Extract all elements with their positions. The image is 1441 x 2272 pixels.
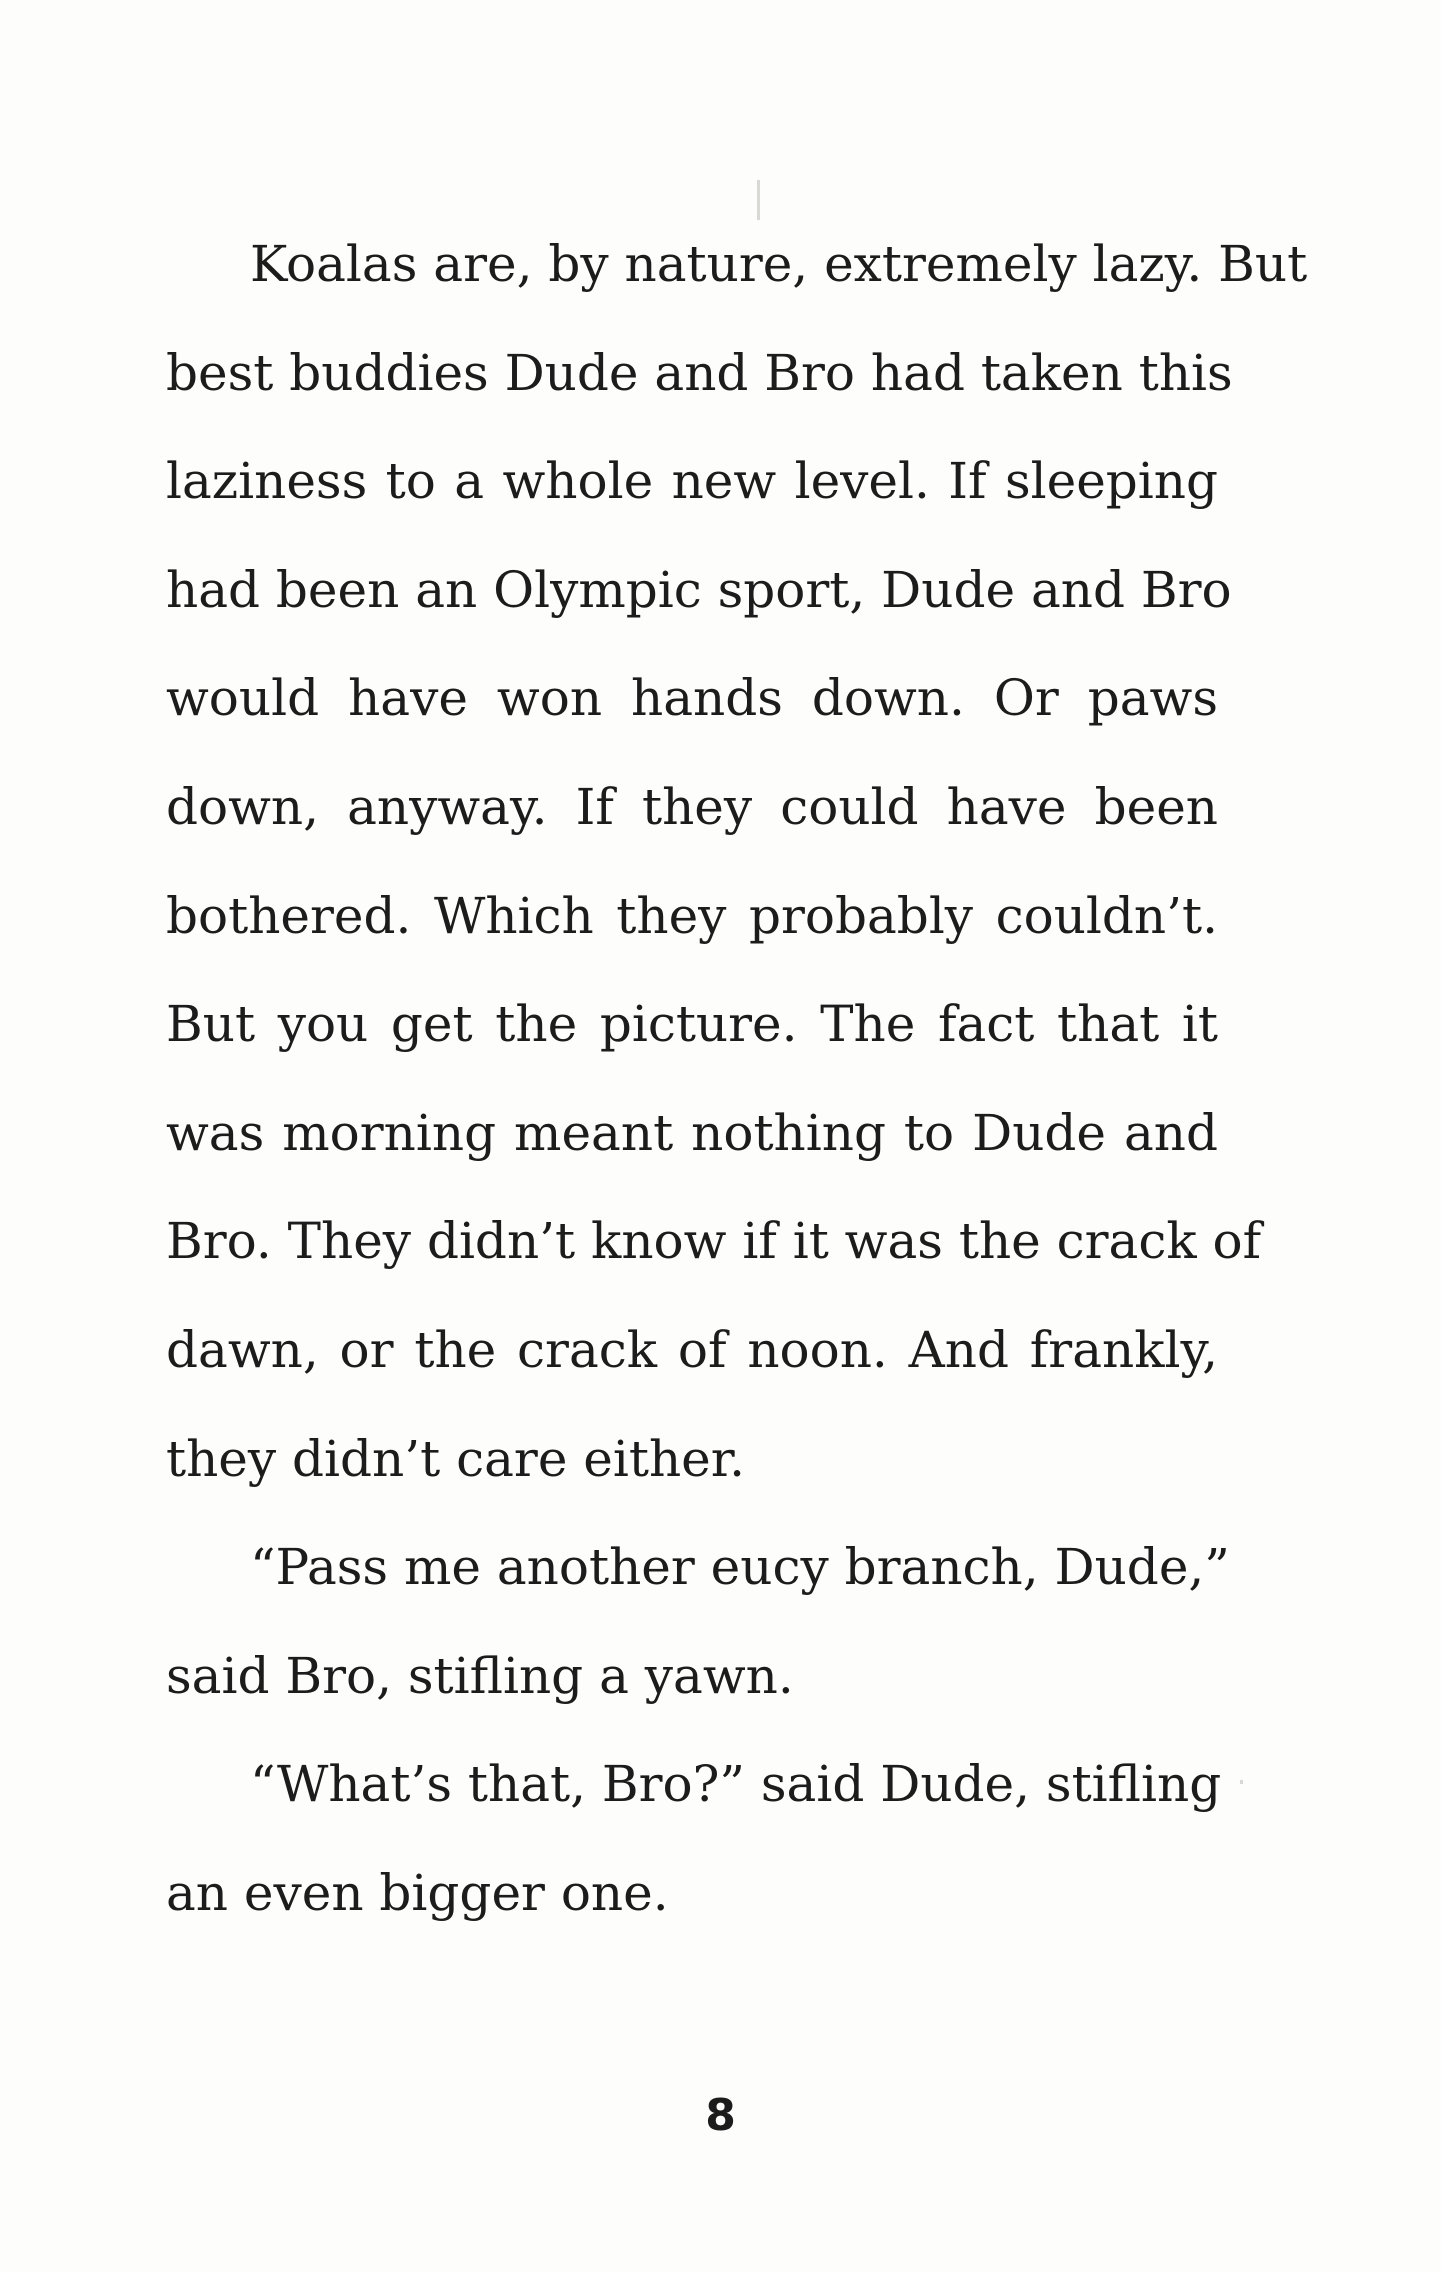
text-line: Koalas are, by nature, extremely lazy. But [250, 235, 1308, 293]
text-line: “What’s that, Bro?” said Dude, stifling [250, 1755, 1222, 1814]
text-line: dawn, or the crack of noon. And frankly, [166, 1320, 1218, 1379]
paragraph-1 [166, 210, 1308, 1513]
text-line: had been an Olympic sport, Dude and Bro [166, 560, 1232, 619]
body-text [166, 210, 1308, 1948]
text-line: Bro. They didn’t know if it was the crack of [166, 1212, 1262, 1271]
text-line: they didn’t care either. [166, 1429, 746, 1488]
text-line: best buddies Dude and Bro had taken this [166, 343, 1233, 402]
text-line: “Pass me another eucy branch, Dude,” [250, 1538, 1230, 1597]
text-line: bothered. Which they probably couldn’t. [166, 886, 1218, 945]
text-line: was morning meant nothing to Dude and [166, 1103, 1218, 1162]
text-line: said Bro, stifling a yawn. [166, 1646, 794, 1705]
text-line: an even bigger one. [166, 1863, 669, 1922]
text-line: down, anyway. If they could have been [166, 777, 1218, 836]
paper-speck [1240, 1780, 1243, 1784]
text-line: But you get the picture. The fact that it [166, 995, 1218, 1054]
text-line: would have won hands down. Or paws [166, 669, 1218, 728]
page-number: 8 [705, 2090, 736, 2141]
paragraph-2 [166, 1513, 1230, 1730]
text-line: laziness to a whole new level. If sleeping [166, 452, 1218, 511]
paragraph-3 [166, 1730, 1222, 1947]
